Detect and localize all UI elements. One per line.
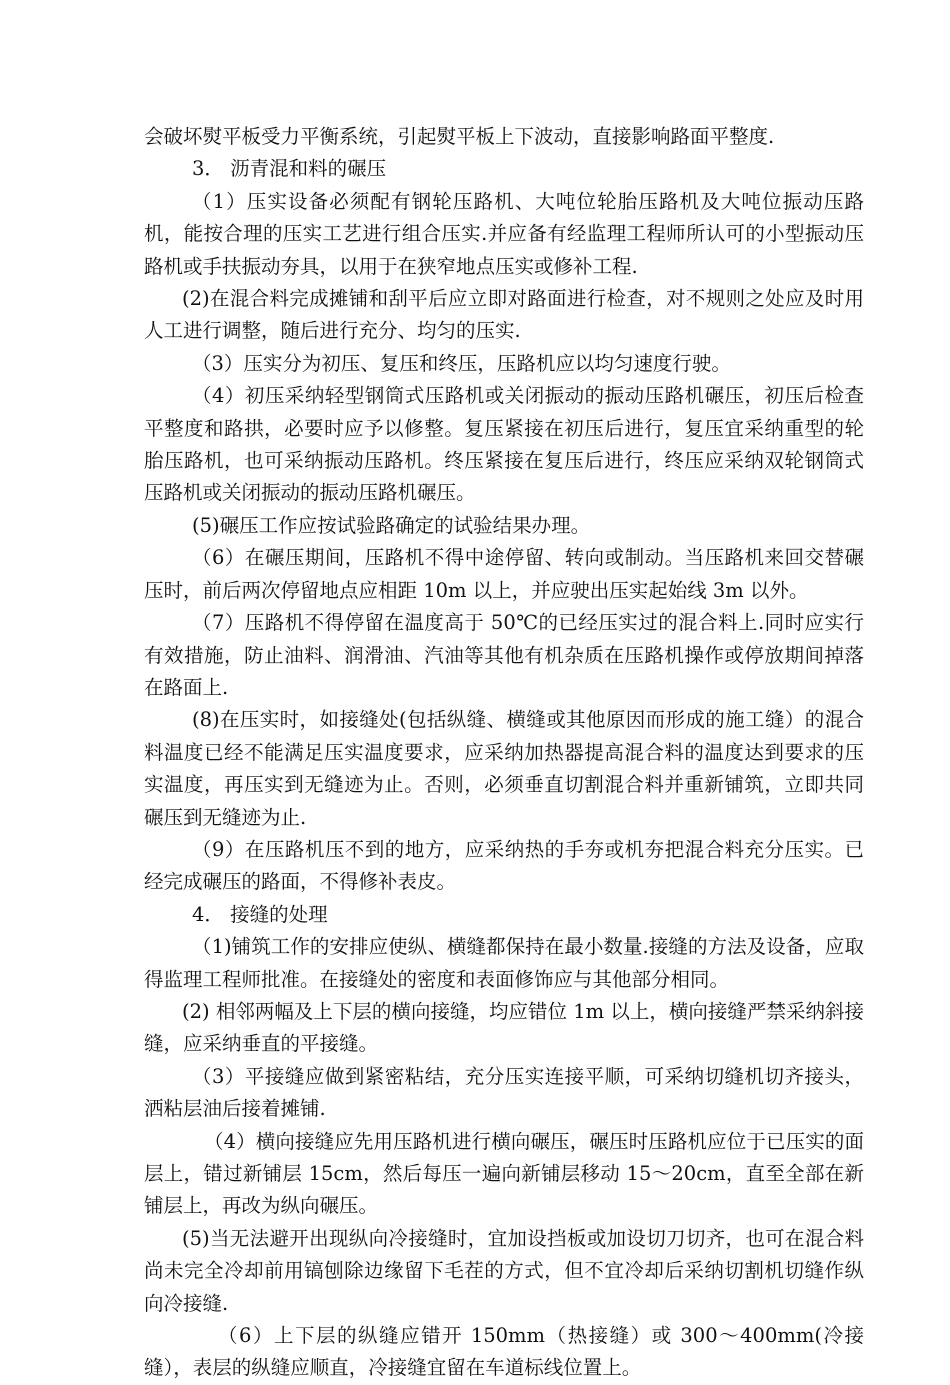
section-heading-3: 3． 沥青混和料的碾压 [192,157,387,181]
paragraph-4-3: （3）平接缝应做到紧密粘结，充分压实连接平顺，可采纳切缝机切齐接头，洒粘层油后接着摊铺. [144,1064,864,1121]
paragraph-4-4: （4）横向接缝应先用压路机进行横向碾压，碾压时压路机应位于已压实的面层上，错过新铺层 15cm，然后每压一遍向新铺层移动 15～20cm，直至全部在新铺层上，再改为纵向碾压。 [144,1129,864,1218]
paragraph-3-6: （6）在碾压期间，压路机不得中途停留、转向或制动。当压路机来回交替碾压时，前后两次停留地点应相距 10m 以上，并应驶出压实起始线 3m 以外。 [144,546,864,602]
paragraph-4-6: （6）上下层的纵缝应错开 150mm（热接缝）或 300～400mm(冷接缝），表层的纵缝应顺直，冷接缝宜留在车道标线位置上。 [144,1324,864,1380]
paragraph-4-1: （1)铺筑工作的安排应使纵、横缝都保持在最小数量.接缝的方法及设备，应取得监理工程师批准。在接缝处的密度和表面修饰应与其他部分相同。 [144,935,864,991]
paragraph-3-9: （9）在压路机压不到的地方，应采纳热的手夯或机夯把混合料充分压实。已经完成碾压的路面，不得修补表皮。 [144,837,864,894]
paragraph-3-8: (8)在压实时，如接缝处(包括纵缝、横缝或其他原因而形成的施工缝）的混合料温度已经不能满足压实温度要求，应采纳加热器提高混合料的温度达到要求的压实温度，再压实到无缝迹为止。否则，必须垂直切割混合料并重新铺筑，立即共同碾压到无缝迹为止. [144,708,864,829]
paragraph-continuation: 会破坏熨平板受力平衡系统，引起熨平板上下波动，直接影响路面平整度. [144,125,775,148]
paragraph-4-2: (2) 相邻两幅及上下层的横向接缝，均应错位 1m 以上，横向接缝严禁采纳斜接缝，应采纳垂直的平接缝。 [144,999,864,1056]
document-body [144,121,864,1385]
paragraph-3-3: （3）压实分为初压、复压和终压，压路机应以均匀速度行驶。 [192,351,731,375]
paragraph-4-5: (5)当无法避开出现纵向冷接缝时，宜加设挡板或加设切刀切齐，也可在混合料尚未完全冷却前用镐刨除边缘留下毛茬的方式，但不宜冷却后采纳切割机切缝作纵向冷接缝. [144,1226,864,1315]
section-heading-4: 4． 接缝的处理 [192,902,328,926]
paragraph-3-4: （4）初压采纳轻型钢筒式压路机或关闭振动的振动压路机碾压，初压后检查平整度和路拱，必要时应予以修整。复压紧接在初压后进行，复压宜采纳重型的轮胎压路机，也可采纳振动压路机。终压紧接在复压后进行，终压应采纳双轮钢筒式压路机或关闭振动的振动压路机碾压。 [144,384,864,505]
paragraph-3-7: （7）压路机不得停留在温度高于 50℃的已经压实过的混合料上.同时应实行有效措施，防止油料、润滑油、汽油等其他有机杂质在压路机操作或停放期间掉落在路面上. [144,611,864,699]
paragraph-3-1: （1）压实设备必须配有钢轮压路机、大吨位轮胎压路机及大吨位振动压路机，能按合理的压实工艺进行组合压实.并应备有经监理工程师所认可的小型振动压路机或手扶振动夯具，以用于在狭窄地点压实或修补工程. [144,189,864,278]
paragraph-3-5: (5)碾压工作应按试验路确定的试验结果办理。 [192,513,591,537]
paragraph-3-2: (2)在混合料完成摊铺和刮平后应立即对路面进行检查，对不规则之处应及时用人工进行调整，随后进行充分、均匀的压实. [144,287,864,343]
